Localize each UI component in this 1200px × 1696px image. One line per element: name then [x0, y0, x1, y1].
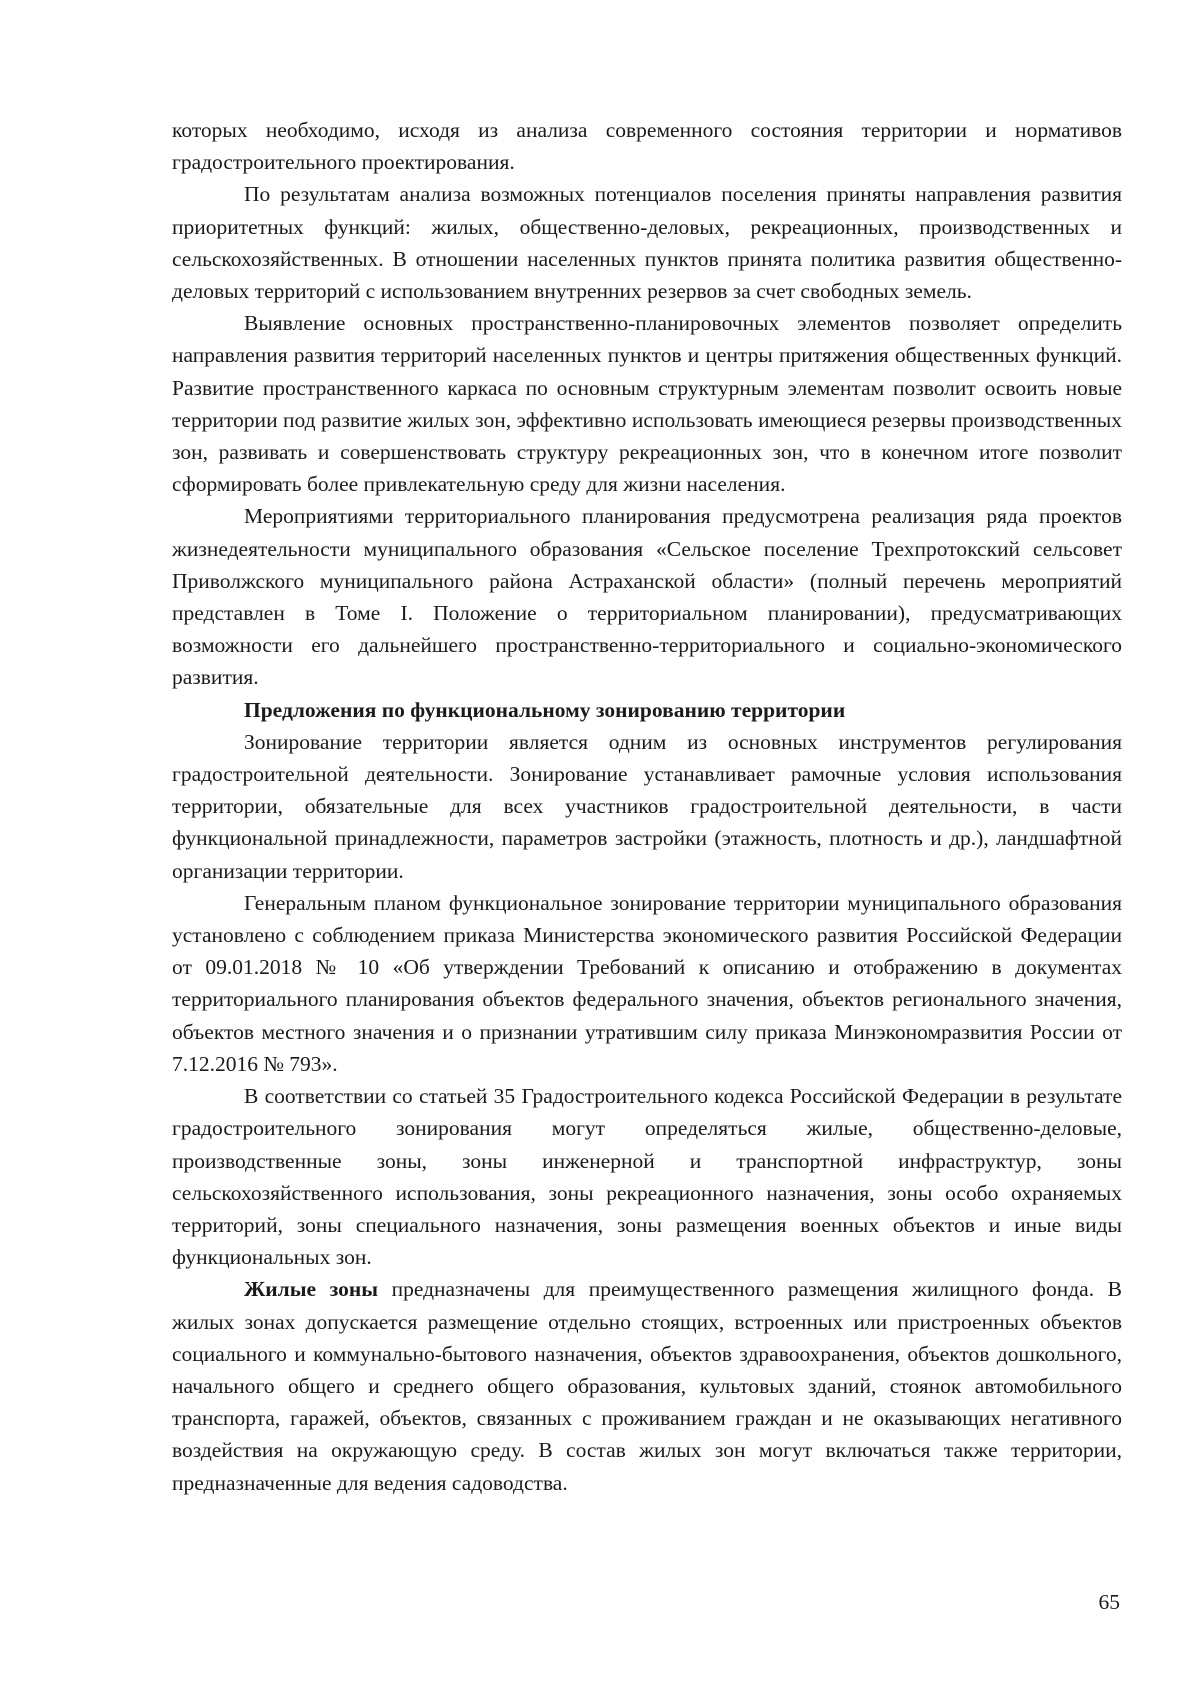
paragraph-development-directions: По результатам анализа возможных потенциалов поселения приняты направления развития приоритетных функций: жилых, общественно-деловых, рекреационных, производственных и сельскохозяйственных. В отношении населенных пунктов принята политика развития общественно-деловых территорий с использованием внутренних резервов за счет свободных земель. — [172, 182, 1122, 304]
page-number: 65 — [1098, 1590, 1120, 1614]
paragraph-planning-measures: Мероприятиями территориального планирования предусмотрена реализация ряда проектов жизнедеятельности муниципального образования «Сельское поселение Трехпротокский сельсовет Приволжского муниципального района Астраханской области» (полный перечень мероприятий представлен в Томе I. Положение о территориальном планировании), предусматривающих возможности его дальнейшего пространственно-территориального и социально-экономического развития. — [172, 504, 1122, 690]
paragraph-general-plan-order: Генеральным планом функциональное зонирование территории муниципального образования установлено с соблюдением приказа Министерства экономического развития Российской Федерации от 09.01.2018 № 10 «Об утверждении Требований к описанию и отображению в документах территориального планирования объектов федерального значения, объектов регионального значения, объектов местного значения и о признании утратившим силу приказа Минэкономразвития России от 7.12.2016 № 793». — [172, 890, 1122, 1076]
residential-zones-text: предназначены для преимущественного размещения жилищного фонда. В жилых зонах допускается размещение отдельно стоящих, встроенных или пристроенных объектов социального и коммунально-бытового назначения, объектов здравоохранения, объектов дошкольного, начального общего и среднего общего образования, культовых зданий, стоянок автомобильного транспорта, гаражей, объектов, связанных с проживанием граждан и не оказывающих негативного воздействия на окружающую среду. В состав жилых зон могут включаться также территории, предназначенные для ведения садоводства. — [172, 1277, 1122, 1495]
residential-zones-term: Жилые зоны — [244, 1277, 379, 1302]
paragraph-zoning-definition: Зонирование территории является одним из основных инструментов регулирования градостроительной деятельности. Зонирование устанавливает рамочные условия использования территории, обязательные для всех участников градостроительной деятельности, в части функциональной принадлежности, параметров застройки (этажность, плотность и др.), ландшафтной организации территории. — [172, 729, 1122, 883]
document-body — [172, 114, 1122, 1499]
paragraph-planning-elements: Выявление основных пространственно-планировочных элементов позволяет определить направления развития территорий населенных пунктов и центры притяжения общественных функций. Развитие пространственного каркаса по основным структурным элементам позволит освоить новые территории под развитие жилых зон, эффективно использовать имеющиеся резервы производственных зон, развивать и совершенствовать структуру рекреационных зон, что в конечном итоге позволит сформировать более привлекательную среду для жизни населения. — [172, 311, 1122, 497]
paragraph-code-article-35: В соответствии со статьей 35 Градостроительного кодекса Российской Федерации в результате градостроительного зонирования могут определяться жилые, общественно-деловые, производственные зоны, зоны инженерной и транспортной инфраструктур, зоны сельскохозяйственного использования, зоны рекреационного назначения, зоны особо охраняемых территорий, зоны специального назначения, зоны размещения военных объектов и иные виды функциональных зон. — [172, 1084, 1122, 1270]
paragraph-residential-zones — [172, 1273, 1122, 1498]
section-heading: Предложения по функциональному зонированию территории — [244, 697, 846, 722]
paragraph-continuation: которых необходимо, исходя из анализа современного состояния территории и нормативов градостроительного проектирования. — [172, 118, 1122, 175]
